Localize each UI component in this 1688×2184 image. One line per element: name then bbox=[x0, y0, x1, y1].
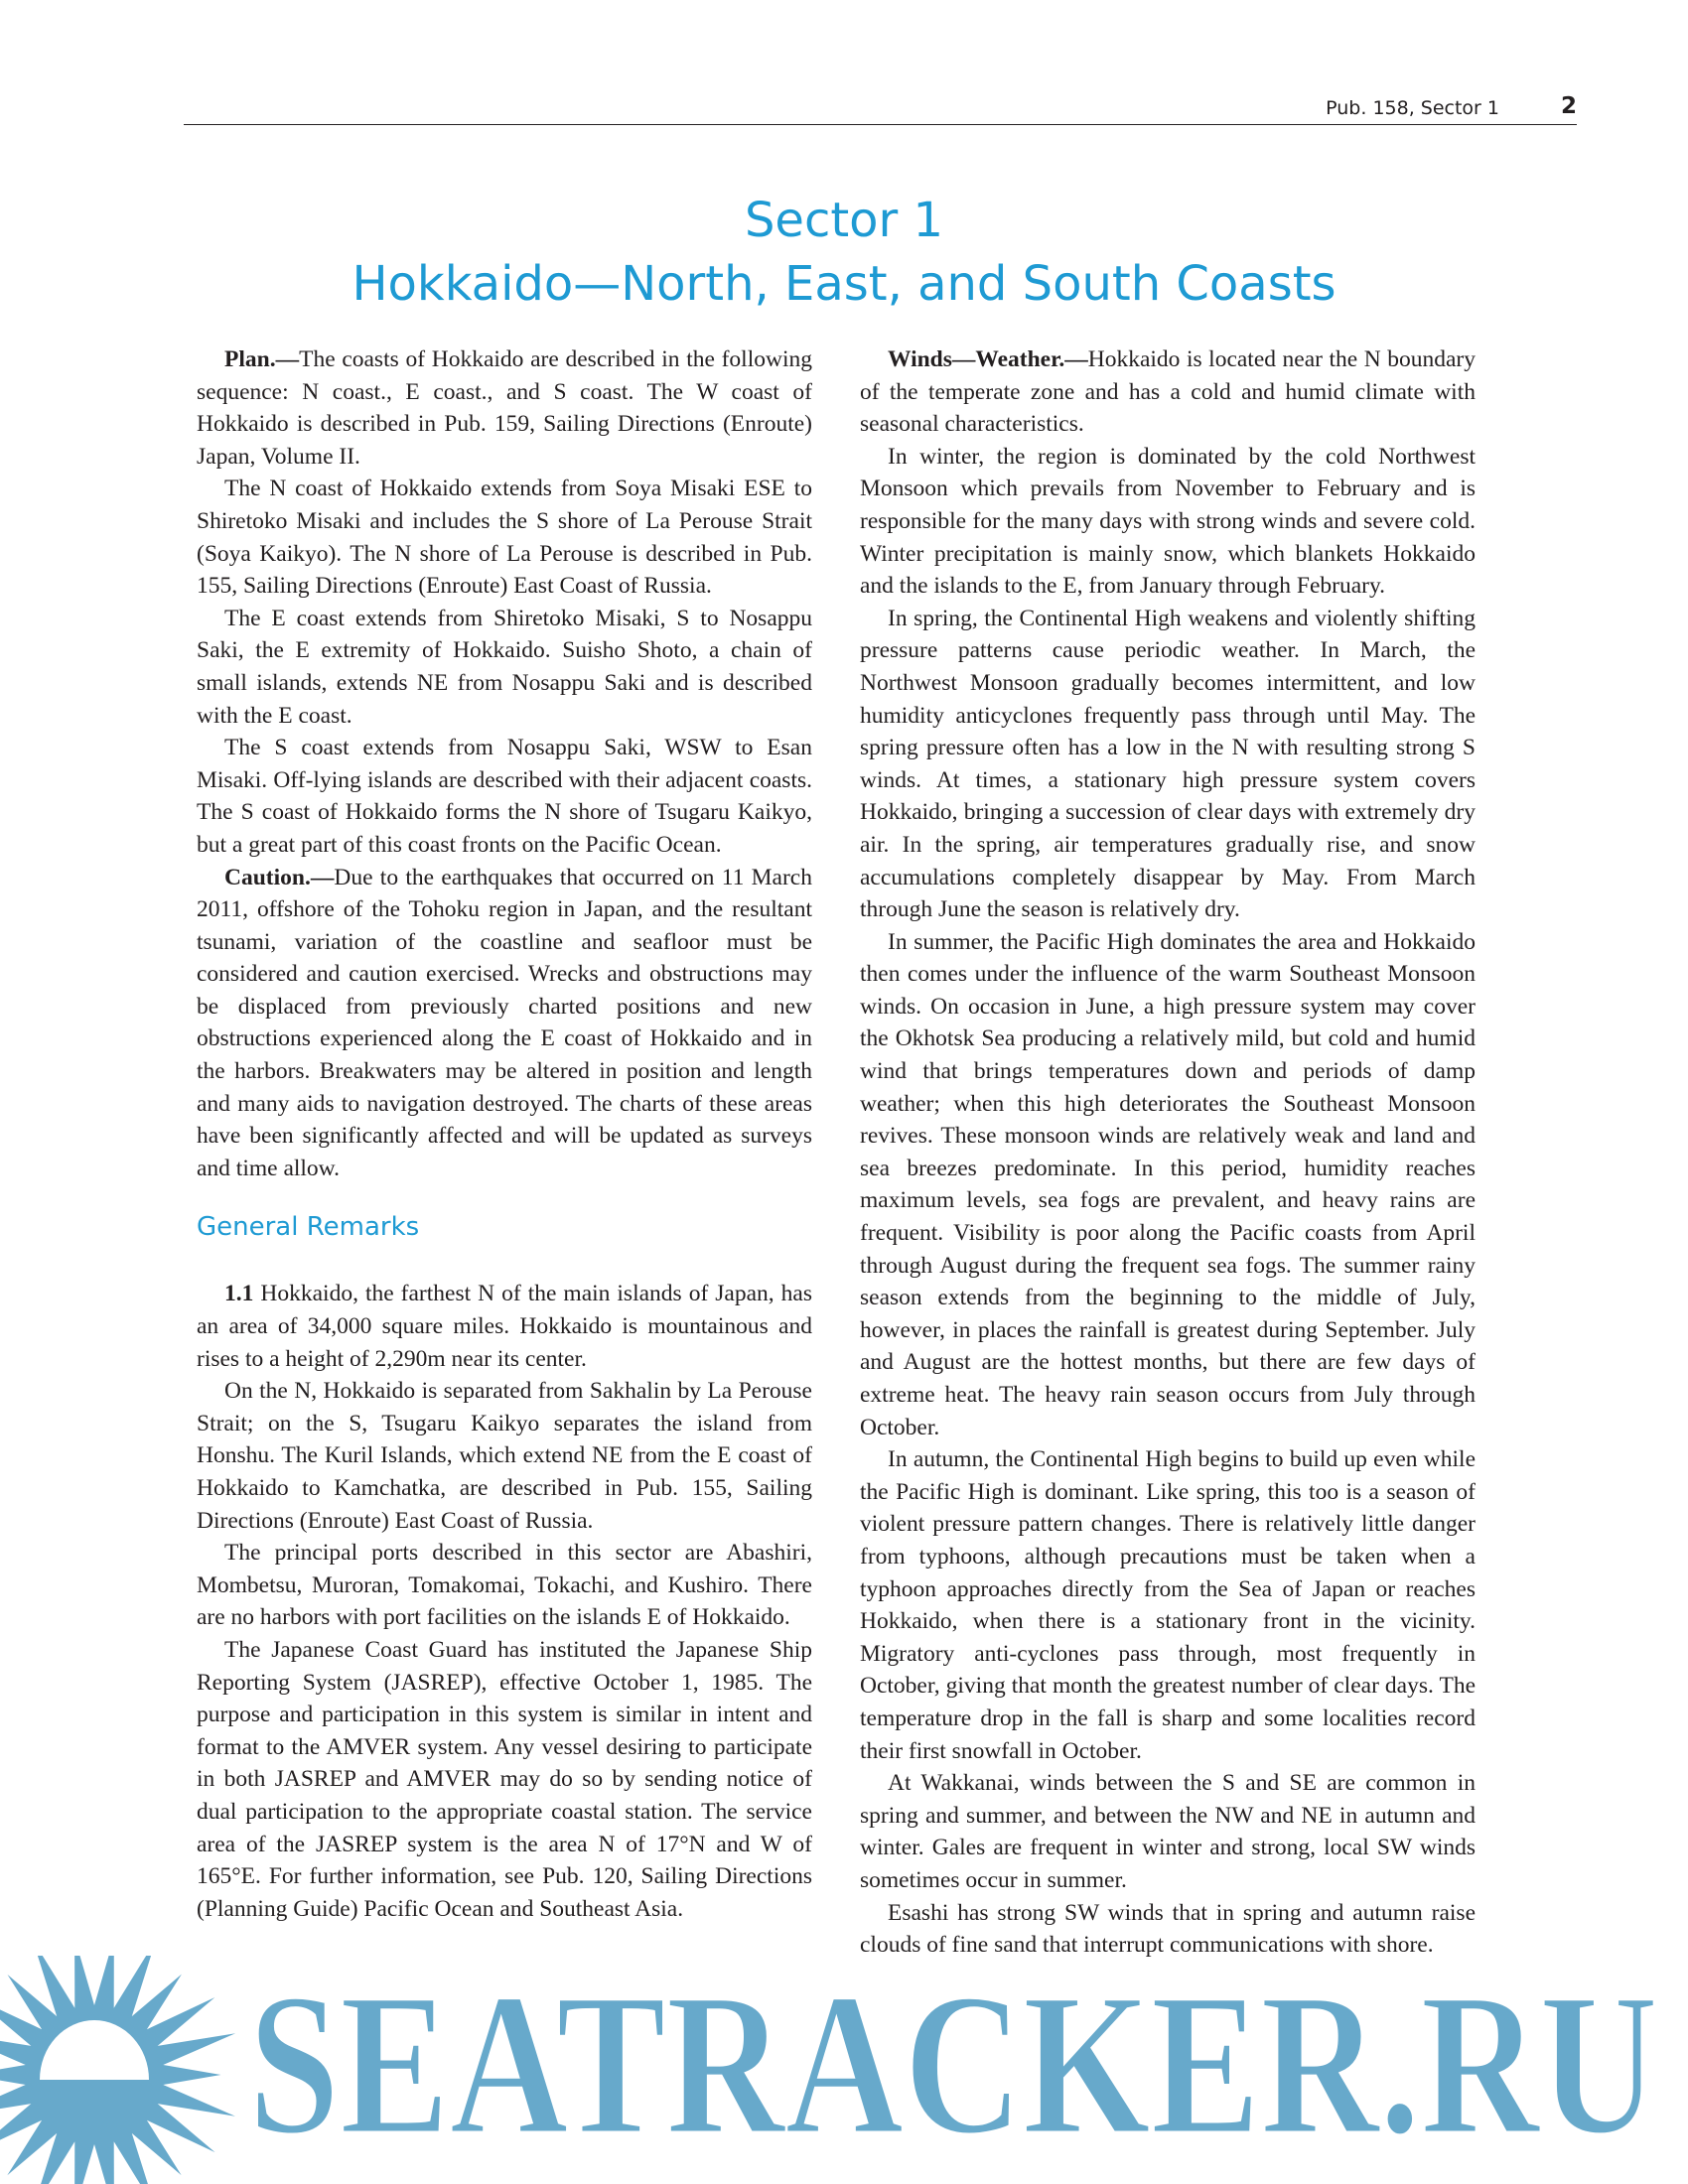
paragraph bbox=[860, 926, 1476, 1444]
paragraph bbox=[197, 1634, 812, 1925]
section-heading-general-remarks: General Remarks bbox=[197, 1212, 420, 1243]
paragraph-text: In winter, the region is dominated by the cold Northwest Monsoon which prevails from November to February and is responsible for the many days with strong winds and severe cold. Winter precipitation is mainly snow, which blankets Hokkaido and the islands to the E, from January through February. bbox=[860, 443, 1476, 600]
paragraph bbox=[197, 862, 812, 1185]
running-header bbox=[184, 95, 1577, 125]
right-column bbox=[860, 343, 1476, 1962]
paragraph bbox=[860, 603, 1476, 926]
paragraph-lead: Plan.— bbox=[224, 346, 300, 372]
paragraph bbox=[197, 732, 812, 861]
paragraph-text: The Japanese Coast Guard has instituted the Japanese Ship Reporting System (JASREP), effective October 1, 1985. The purpose and participation in this system is similar in intent and format to the AMVER system. Any vessel desiring to participate in both JASREP and AMVER may do so by sending notice of dual participation to the appropriate coastal station. The service area of the JASREP system is the area N of 17°N and W of 165°E. For further information, see Pub. 120, Sailing Directions (Planning Guide) Pacific Ocean and Southeast Asia. bbox=[197, 1636, 812, 1922]
watermark bbox=[0, 1956, 1688, 2184]
paragraph-lead: Winds—Weather.— bbox=[888, 346, 1088, 372]
paragraph-text: Due to the earthquakes that occurred on 11 March 2011, offshore of the Tohoku region in Japan, and the resultant tsunami, variation of the coastline and seafloor must be considered and caution exercised. Wrecks and obstructions may be displaced from previously charted positions and new obstructions experienced along the E coast of Hokkaido and in the harbors. Breakwaters may be altered in position and length and many aids to navigation destroyed. The charts of these areas have been significantly affected and will be updated as surveys and time allow. bbox=[197, 864, 812, 1181]
paragraph-text: Hokkaido, the farthest N of the main islands of Japan, has an area of 34,000 square miles. Hokkaido is mountainous and rises to a height of 2,290m near its center. bbox=[197, 1281, 812, 1372]
paragraph bbox=[197, 603, 812, 732]
sun-icon bbox=[0, 1956, 235, 2184]
paragraph bbox=[860, 343, 1476, 441]
paragraph-text: Hokkaido is located near the N boundary of the temperate zone and has a cold and humid climate with seasonal characteristics. bbox=[860, 346, 1476, 438]
paragraph bbox=[197, 473, 812, 602]
paragraph bbox=[197, 343, 812, 473]
paragraph-lead: 1.1 bbox=[224, 1281, 254, 1307]
paragraph bbox=[197, 1375, 812, 1537]
page-number: 2 bbox=[1560, 93, 1577, 119]
paragraph bbox=[197, 1278, 812, 1375]
paragraph-text: In summer, the Pacific High dominates the area and Hokkaido then comes under the influence of the warm Southeast Monsoon winds. On occasion in June, a high pressure system may cover the Okhotsk Sea producing a relatively mild, but cold and humid wind that brings temperatures down and periods of damp weather; when this high deteriorates the Southeast Monsoon revives. These monsoon winds are relatively weak and land and sea breezes predominate. In this period, humidity reaches maximum levels, sea fogs are prevalent, and heavy rains are frequent. Visibility is poor along the Pacific coasts from April through August during the frequent sea fogs. The summer rainy season extends from the beginning to the middle of July, however, in places the rainfall is greatest during September. July and August are the hottest months, but there are few days of extreme heat. The heavy rain season occurs from July through October. bbox=[860, 928, 1476, 1440]
paragraph-lead: Caution.— bbox=[224, 864, 335, 890]
paragraph-text: The N coast of Hokkaido extends from Soya Misaki ESE to Shiretoko Misaki and includes the S shore of La Perouse Strait (Soya Kaikyo). The N shore of La Perouse is described in Pub. 155, Sailing Directions (Enroute) East Coast of Russia. bbox=[197, 476, 812, 600]
paragraph bbox=[197, 1537, 812, 1634]
paragraph-text: In spring, the Continental High weakens and violently shifting pressure patterns cause periodic weather. In March, the Northwest Monsoon gradually becomes intermittent, and low humidity anticyclones frequently pass through until May. The spring pressure often has a low in the N with resulting strong S winds. At times, a stationary high pressure system covers Hokkaido, bringing a succession of clear days with extremely dry air. In the spring, air temperatures gradually rise, and snow accumulations completely disappear by May. From March through June the season is relatively dry. bbox=[860, 605, 1476, 923]
paragraph-text: On the N, Hokkaido is separated from Sakhalin by La Perouse Strait; on the S, Tsugaru Kaikyo separates the island from Honshu. The Kuril Islands, which extend NE from the E coast of Hokkaido to Kamchatka, are described in Pub. 155, Sailing Directions (Enroute) East Coast of Russia. bbox=[197, 1378, 812, 1534]
title-line-1: Sector 1 bbox=[744, 193, 944, 248]
paragraph-text: The principal ports described in this sector are Abashiri, Mombetsu, Muroran, Tomakomai, Tokachi, and Kushiro. There are no harbors with port facilities on the islands E of Hokkaido. bbox=[197, 1540, 812, 1631]
paragraph-text: The E coast extends from Shiretoko Misaki, S to Nosappu Saki, the E extremity of Hokkaido. Suisho Shoto, a chain of small islands, extends NE from Nosappu Saki and is described with the E coast. bbox=[197, 605, 812, 729]
left-column bbox=[197, 343, 812, 1925]
title-line-2: Hokkaido—North, East, and South Coasts bbox=[352, 256, 1336, 312]
paragraph-text: At Wakkanai, winds between the S and SE are common in spring and summer, and between the NW and NE in autumn and winter. Gales are frequent in winter and strong, local SW winds sometimes occur in summer. bbox=[860, 1770, 1476, 1893]
paragraph-text: In autumn, the Continental High begins to build up even while the Pacific High is dominant. Like spring, this too is a season of violent pressure pattern changes. There is relatively little danger from typhoons, although precautions must be taken when a typhoon approaches directly from the Sea of Japan or reaches Hokkaido, when there is a stationary front in the vicinity. Migratory anti-cyclones pass through, most frequently in October, giving that month the greatest number of clear days. The temperature drop in the fall is sharp and some localities record their first snowfall in October. bbox=[860, 1446, 1476, 1764]
paragraph bbox=[860, 1767, 1476, 1896]
page-title bbox=[0, 189, 1688, 316]
paragraph bbox=[860, 1897, 1476, 1962]
watermark-text: SEATRACKER.RU bbox=[248, 1956, 1658, 2177]
paragraph-text: Esashi has strong SW winds that in spring and autumn raise clouds of fine sand that interrupt communications with shore. bbox=[860, 1899, 1476, 1959]
paragraph-text: The coasts of Hokkaido are described in the following sequence: N coast., E coast., and S coast. The W coast of Hokkaido is described in Pub. 159, Sailing Directions (Enroute) Japan, Volume II. bbox=[197, 346, 812, 470]
publication-label: Pub. 158, Sector 1 bbox=[1326, 97, 1499, 119]
paragraph-text: The S coast extends from Nosappu Saki, WSW to Esan Misaki. Off-lying islands are described with their adjacent coasts. The S coast of Hokkaido forms the N shore of Tsugaru Kaikyo, but a great part of this coast fronts on the Pacific Ocean. bbox=[197, 735, 812, 858]
paragraph bbox=[860, 441, 1476, 603]
paragraph bbox=[860, 1443, 1476, 1767]
